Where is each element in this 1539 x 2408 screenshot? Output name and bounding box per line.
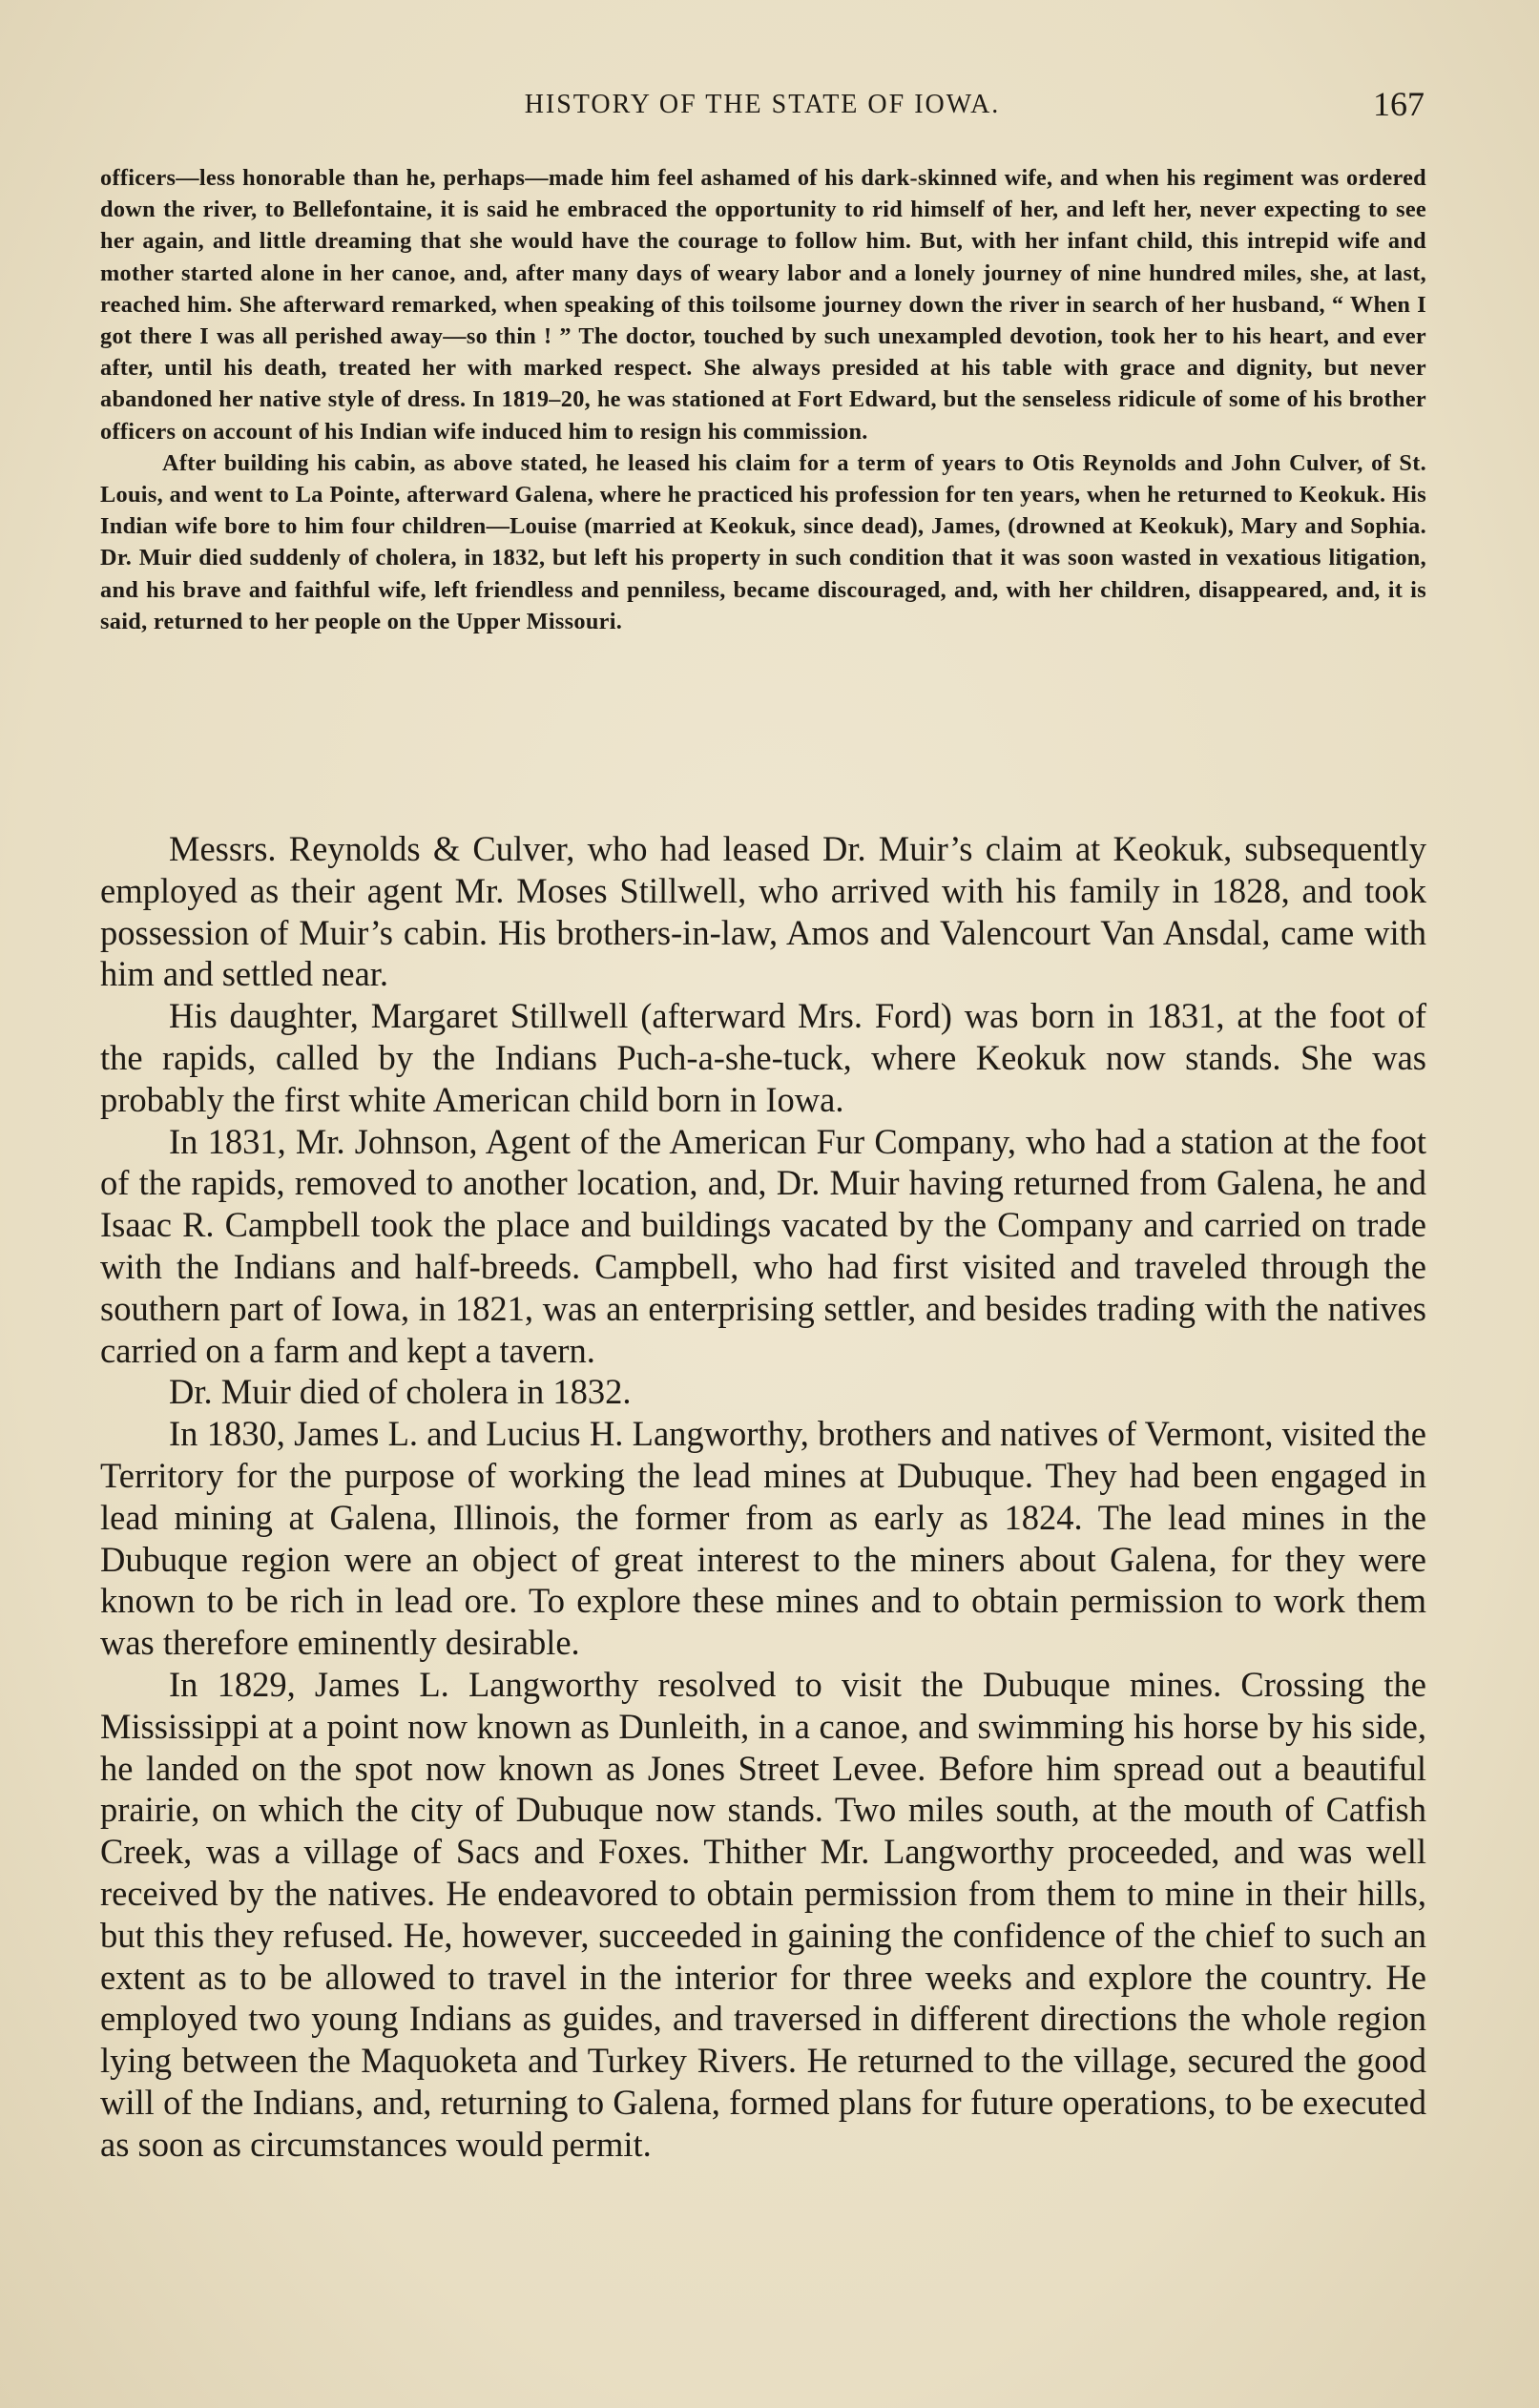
running-head xyxy=(100,84,1425,128)
body-paragraph: In 1830, James L. and Lucius H. Langworthy, brothers and natives of Vermont, visited the Territory for the purpose of working the lead mines at Dubuque. They had been engaged in lead mining at Galena, Illinois, the former from as early as 1824. The lead mines in the Dubuque region were an object of great interest to the miners about Galena, for they were known to be rich in lead ore. To explore these mines and to obtain permission to work them was therefore eminently desirable. xyxy=(100,1414,1426,1663)
body-paragraph: Messrs. Reynolds & Culver, who had leased Dr. Muir’s claim at Keokuk, subsequently employed as their agent Mr. Moses Stillwell, who arrived with his family in 1828, and took possession of Muir’s cabin. His brothers-in-law, Amos and Valencourt Van Ansdal, came with him and settled near. xyxy=(100,829,1426,994)
footnote-paragraph: After building his cabin, as above stated, he leased his claim for a term of years to Otis Reynolds and John Culver, of St. Louis, and went to La Pointe, afterward Galena, where he practiced his profession for ten years, when he returned to Keokuk. His Indian wife bore to him four children—Louise (married at Keokuk, since dead), James, (drowned at Keokuk), Mary and Sophia. Dr. Muir died suddenly of cholera, in 1832, but left his property in such condition that it was soon wasted in vexatious litigation, and his brave and faithful wife, left friendless and penniless, became discouraged, and, with her children, disappeared, and, it is said, returned to her people on the Upper Missouri. xyxy=(100,449,1426,634)
footnote-paragraph: officers—less honorable than he, perhaps—made him feel ashamed of his dark-skinned wife, and when his regiment was ordered down the river, to Bellefontaine, it is said he embraced the opportunity to rid himself of her, and left her, never expecting to see her again, and little dreaming that she would have the courage to follow him. But, with her infant child, this intrepid wife and mother started alone in her canoe, and, after many days of weary labor and a lonely journey of nine hundred miles, she, at last, reached him. She afterward remarked, when speaking of this toilsome journey down the river in search of her husband, “ When I got there I was all perished away—so thin ! ” The doctor, touched by such unexampled devotion, took her to his heart, and ever after, until his death, treated her with marked respect. She always presided at his table with grace and dignity, but never abandoned her native style of dress. In 1819–20, he was stationed at Fort Edward, but the senseless ridicule of some of his brother officers on account of his Indian wife induced him to resign his commission. xyxy=(100,165,1426,445)
footnote-block xyxy=(100,162,1426,637)
body-text xyxy=(100,828,1426,2166)
body-paragraph: His daughter, Margaret Stillwell (afterward Mrs. Ford) was born in 1831, at the foot of the rapids, called by the Indians Puch-a-she-tuck, where Keokuk now stands. She was probably the first white American child born in Iowa. xyxy=(100,996,1426,1119)
page-number: 167 xyxy=(1373,85,1425,123)
running-title: HISTORY OF THE STATE OF IOWA. xyxy=(524,90,1001,119)
body-paragraph: In 1831, Mr. Johnson, Agent of the American Fur Company, who had a station at the foot of the rapids, removed to another location, and, Dr. Muir having returned from Galena, he and Isaac R. Campbell took the place and buildings vacated by the Company and carried on trade with the Indians and half-breeds. Campbell, who had first visited and traveled through the southern part of Iowa, in 1821, was an enterprising settler, and besides trading with the natives carried on a farm and kept a tavern. xyxy=(100,1121,1426,1370)
body-paragraph: In 1829, James L. Langworthy resolved to visit the Dubuque mines. Crossing the Mississippi at a point now known as Dunleith, in a canoe, and swimming his horse by his side, he landed on the spot now known as Jones Street Levee. Before him spread out a beautiful prairie, on which the city of Dubuque now stands. Two miles south, at the mouth of Catfish Creek, was a village of Sacs and Foxes. Thither Mr. Langworthy proceeded, and was well received by the natives. He endeavored to obtain permission from them to mine in their hills, but this they refused. He, however, succeeded in gaining the confidence of the chief to such an extent as to be allowed to travel in the interior for three weeks and explore the country. He employed two young Indians as guides, and traversed in different directions the whole region lying between the Maquoketa and Turkey Rivers. He returned to the village, secured the good will of the Indians, and, returning to Galena, formed plans for future operations, to be executed as soon as circumstances would permit. xyxy=(100,1664,1426,2164)
body-paragraph: Dr. Muir died of cholera in 1832. xyxy=(169,1372,632,1412)
